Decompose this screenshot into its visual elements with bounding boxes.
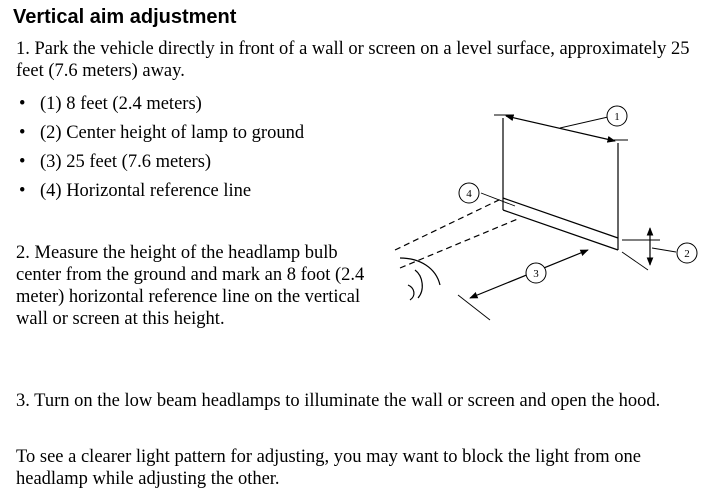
legend-item-2 xyxy=(16,122,340,144)
section-heading: Vertical aim adjustment xyxy=(13,6,237,28)
note-text: To see a clearer light pattern for adjusting, you may want to block the light from one headlamp while adjusting the other. xyxy=(16,447,641,489)
legend-item-1-text: (1) 8 feet (2.4 meters) xyxy=(40,94,202,114)
callout-2-label: 2 xyxy=(684,248,690,260)
step-1-text: 1. Park the vehicle directly in front of a wall or screen on a level surface, approximately 25 feet (7.6 meters) away. xyxy=(16,39,690,81)
legend-item-3 xyxy=(16,151,340,173)
horizontal-reference-line xyxy=(503,198,618,238)
bullet-dot: • xyxy=(19,123,26,143)
legend-item-2-text: (2) Center height of lamp to ground xyxy=(40,123,305,143)
bullet-dot: • xyxy=(19,152,26,172)
step-2-text: 2. Measure the height of the headlamp bulb center from the ground and mark an 8 foot (2.4 meter) horizontal reference line on the vertical wall or screen at this height. xyxy=(16,243,365,329)
headlamp-outline xyxy=(415,270,422,298)
wall-base-line xyxy=(503,210,618,250)
legend-item-3-text: (3) 25 feet (7.6 meters) xyxy=(40,152,212,172)
bullet-dot: • xyxy=(19,94,26,114)
callout-3-label: 3 xyxy=(533,268,539,280)
legend-item-1 xyxy=(16,93,340,115)
headlamp-aim-diagram xyxy=(385,95,720,325)
callout-1-label: 1 xyxy=(614,111,620,123)
vehicle-front-outline xyxy=(400,258,440,285)
legend-item-4 xyxy=(16,180,340,202)
callout-4-label: 4 xyxy=(466,188,472,200)
beam-upper xyxy=(395,198,503,250)
step-3-text: 3. Turn on the low beam headlamps to illuminate the wall or screen and open the hood. xyxy=(16,391,661,411)
dimension-8-feet xyxy=(506,116,615,141)
legend-item-4-text: (4) Horizontal reference line xyxy=(40,181,252,201)
legend-list xyxy=(16,93,340,202)
bullet-dot: • xyxy=(19,181,26,201)
